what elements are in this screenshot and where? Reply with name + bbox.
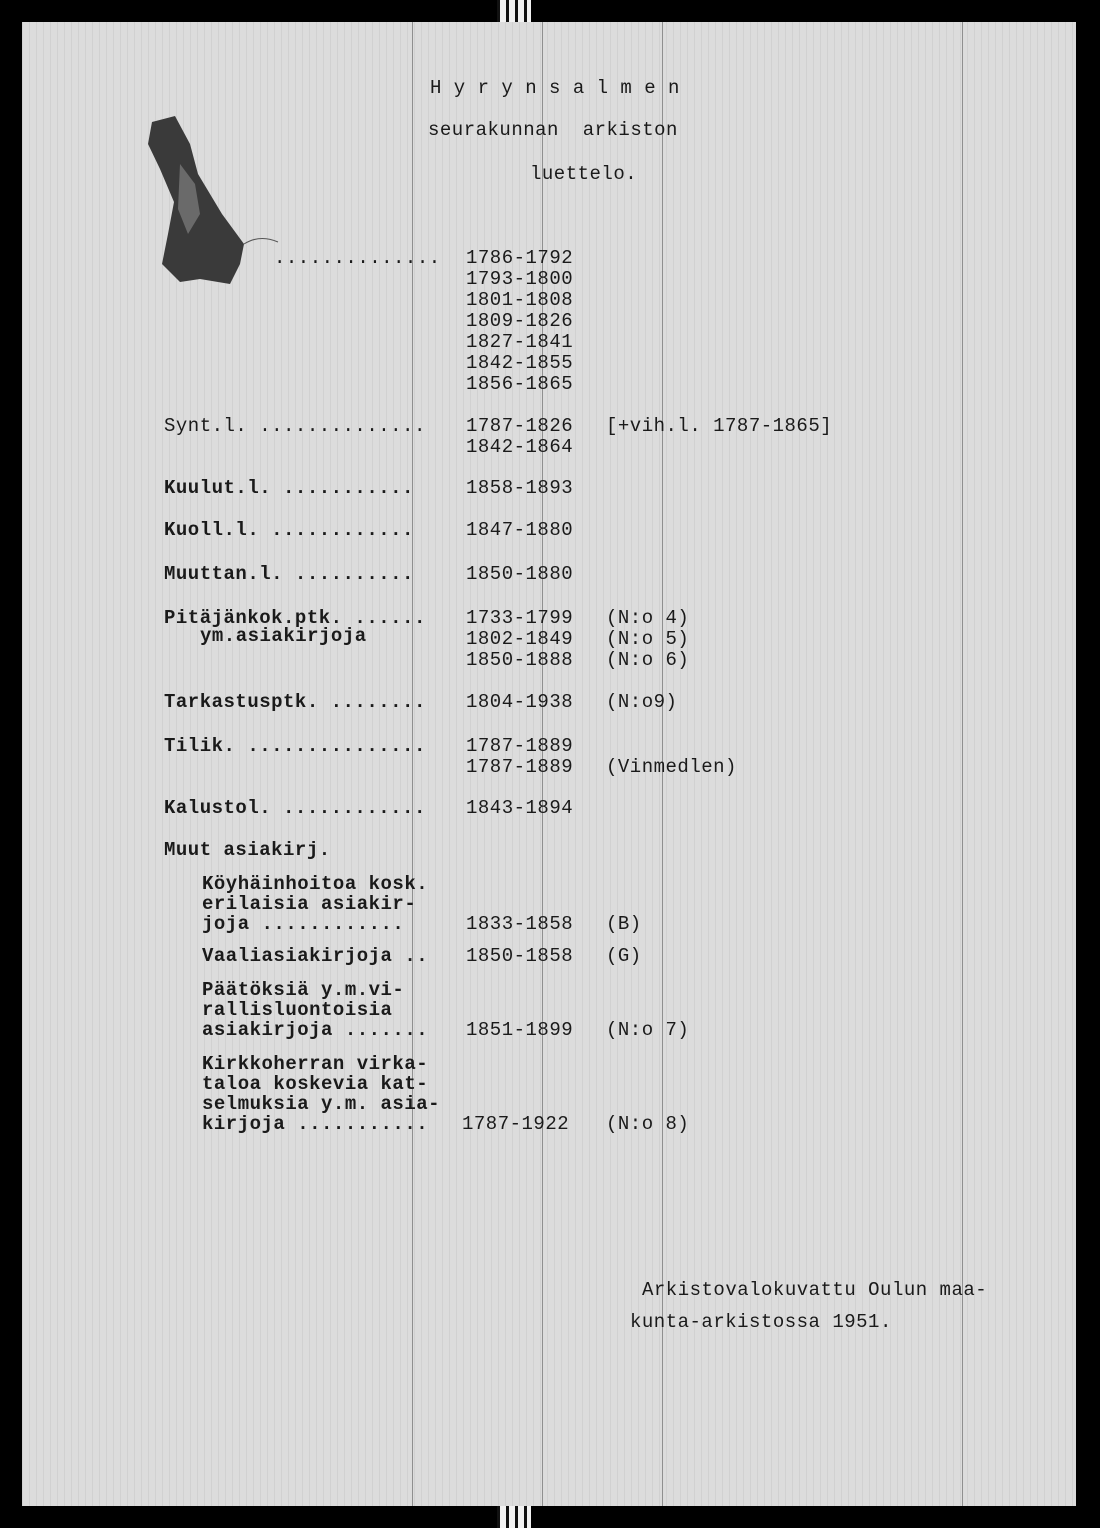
- entry-label: erilaisia asiakir-: [202, 893, 417, 915]
- year-range: 1847-1880: [466, 519, 574, 541]
- entry-label: selmuksia y.m. asia-: [202, 1093, 441, 1115]
- year-range: 1856-1865: [466, 373, 574, 395]
- year-range: 1842-1855: [466, 352, 574, 374]
- entry-note: (N:o 7): [606, 1019, 690, 1041]
- entry-note: (Vinmedlen): [606, 756, 737, 778]
- year-range: 1827-1841: [466, 331, 574, 353]
- year-range: 1842-1864: [466, 436, 574, 458]
- binding-tape-top: [497, 0, 531, 22]
- year-range: 1858-1893: [466, 477, 574, 499]
- entry-label: Tilik. ...............: [164, 735, 426, 757]
- entry-label: rallisluontoisia: [202, 999, 393, 1021]
- entry-label: joja ............: [202, 913, 405, 935]
- entry-label: ..............: [274, 247, 441, 269]
- entry-label: Kuulut.l. ...........: [164, 477, 414, 499]
- entry-label: Muuttan.l. ..........: [164, 563, 414, 585]
- section-heading: Muut asiakirj.: [164, 839, 331, 861]
- year-range: 1851-1899: [466, 1019, 574, 1041]
- year-range: 1843-1894: [466, 797, 574, 819]
- year-range: 1793-1800: [466, 268, 574, 290]
- entry-note: (N:o 8): [606, 1113, 690, 1135]
- entry-label: asiakirjoja .......: [202, 1019, 429, 1041]
- entry-note: (B): [606, 913, 642, 935]
- entry-note: [+vih.l. 1787-1865]: [606, 415, 833, 437]
- entry-note: (N:o9): [606, 691, 678, 713]
- entry-note: (G): [606, 945, 642, 967]
- entry-label: Kirkkoherran virka-: [202, 1053, 429, 1075]
- year-range: 1809-1826: [466, 310, 574, 332]
- entry-label: Synt.l. ..............: [164, 415, 426, 437]
- year-range: 1786-1792: [466, 247, 574, 269]
- page-subtitle: seurakunnan arkiston: [428, 119, 678, 141]
- torn-paper-patch: [140, 114, 290, 294]
- entry-label: Kalustol. ............: [164, 797, 426, 819]
- year-range: 1850-1888: [466, 649, 574, 671]
- entry-note: (N:o 6): [606, 649, 690, 671]
- year-range: 1787-1889: [466, 735, 574, 757]
- entry-label: Pitäjänkok.ptk. ......: [164, 607, 426, 629]
- binding-tape-bottom: [497, 1506, 531, 1528]
- year-range: 1804-1938: [466, 691, 574, 713]
- year-range: 1787-1826: [466, 415, 574, 437]
- page-title: H y r y n s a l m e n: [430, 77, 680, 99]
- year-range: 1787-1922: [462, 1113, 570, 1135]
- entry-label: taloa koskevia kat-: [202, 1073, 429, 1095]
- entry-note: (N:o 4): [606, 607, 690, 629]
- entry-note: (N:o 5): [606, 628, 690, 650]
- entry-label: Päätöksiä y.m.vi-: [202, 979, 405, 1001]
- entry-label: Tarkastusptk. ........: [164, 691, 426, 713]
- entry-label: Köyhäinhoitoa kosk.: [202, 873, 429, 895]
- document-page: [22, 22, 1076, 1506]
- archive-stamp-line-1: Arkistovalokuvattu Oulun maa-: [642, 1279, 988, 1301]
- year-range: 1801-1808: [466, 289, 574, 311]
- year-range: 1802-1849: [466, 628, 574, 650]
- year-range: 1850-1880: [466, 563, 574, 585]
- fold-line: [412, 22, 413, 1506]
- archive-stamp-line-2: kunta-arkistossa 1951.: [630, 1311, 892, 1333]
- entry-label: Vaaliasiakirjoja ..: [202, 945, 429, 967]
- entry-label: ym.asiakirjoja: [200, 625, 367, 647]
- year-range: 1850-1858: [466, 945, 574, 967]
- entry-label: kirjoja ...........: [202, 1113, 429, 1135]
- year-range: 1833-1858: [466, 913, 574, 935]
- year-range: 1787-1889: [466, 756, 574, 778]
- entry-label: Kuoll.l. ............: [164, 519, 414, 541]
- page-subtitle-2: luettelo.: [530, 163, 638, 185]
- year-range: 1733-1799: [466, 607, 574, 629]
